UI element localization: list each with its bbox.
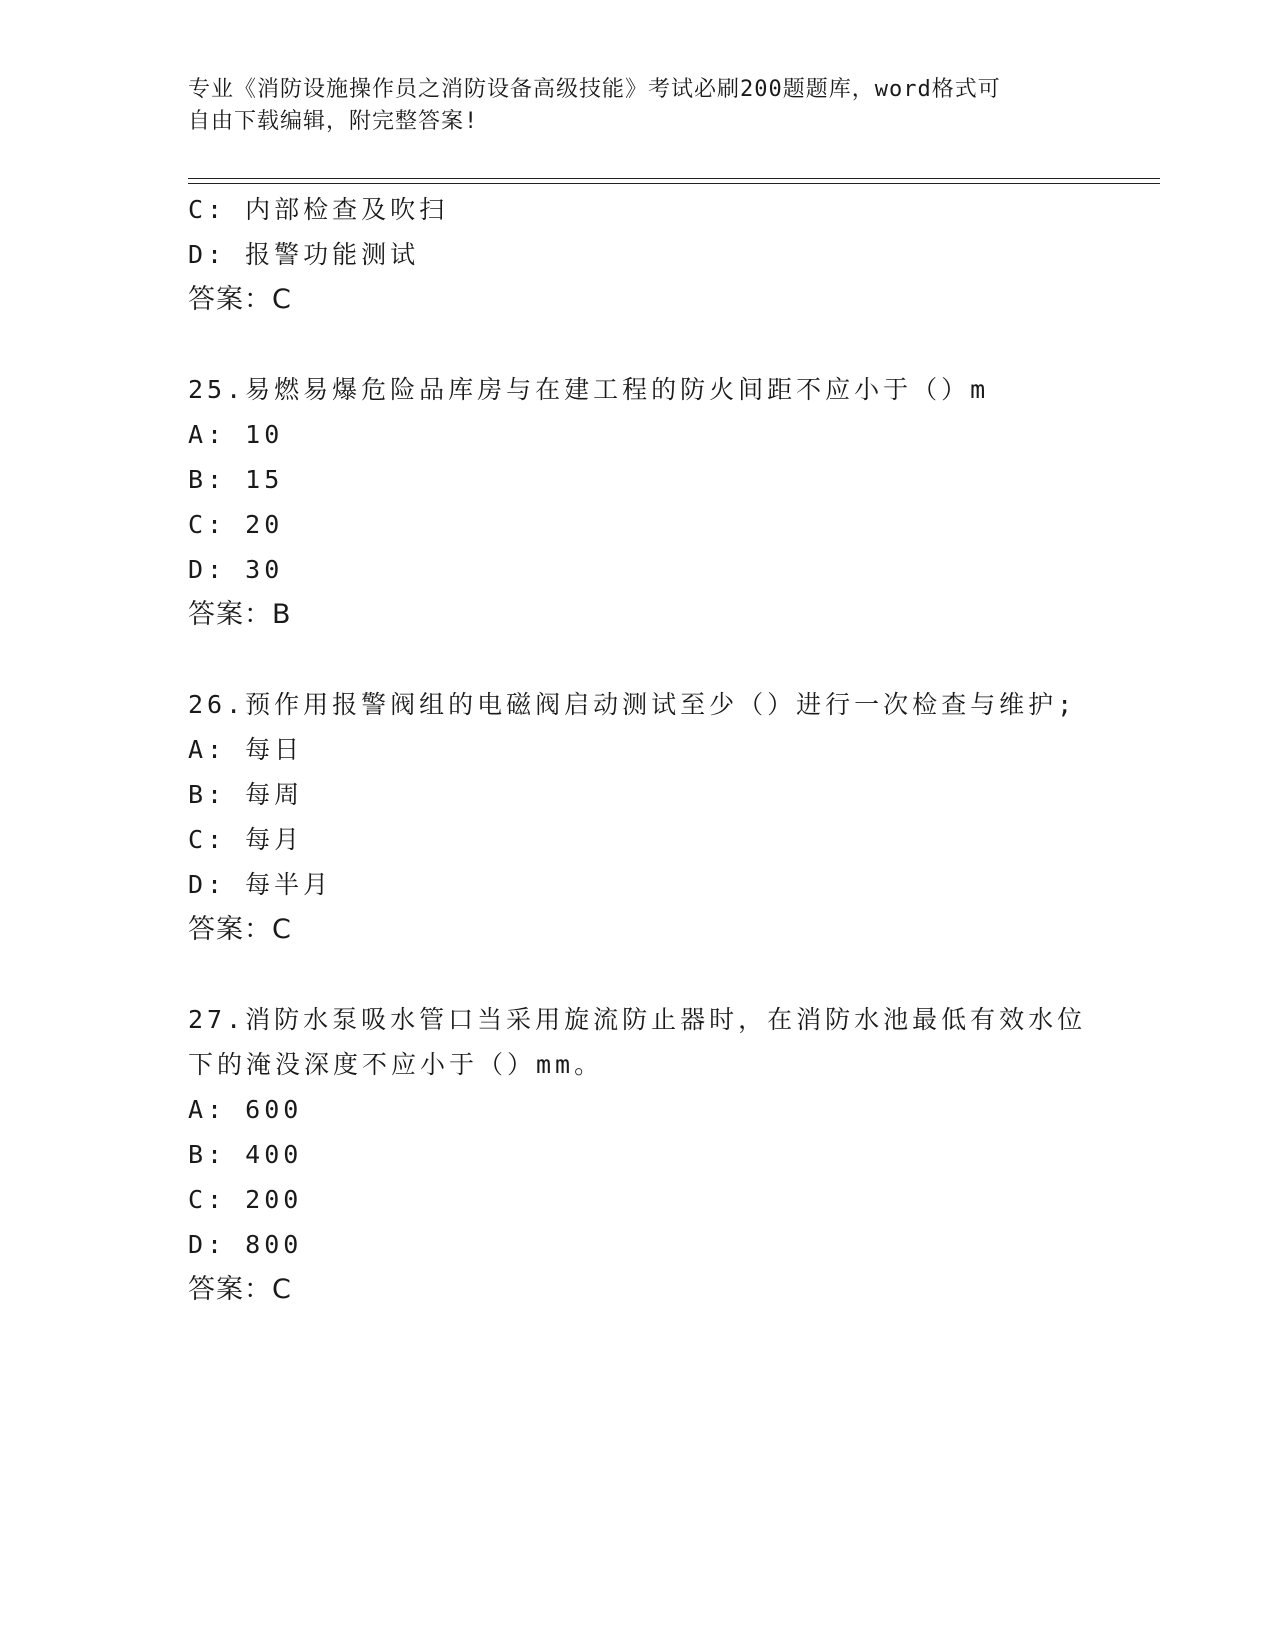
document-header xyxy=(188,74,1088,138)
prev-option-d: D: 报警功能测试 xyxy=(188,240,420,269)
q27-option-d: D: 800 xyxy=(188,1230,303,1259)
q25-option-b: B: 15 xyxy=(188,465,284,494)
q26-option-b: B: 每周 xyxy=(188,780,304,809)
q25-stem: 25.易燃易爆危险品库房与在建工程的防火间距不应小于（）m xyxy=(188,375,990,404)
prev-answer: 答案：C xyxy=(188,284,292,315)
q26-option-d: D: 每半月 xyxy=(188,870,333,899)
prev-option-c: C: 内部检查及吹扫 xyxy=(188,195,449,224)
q27-option-c: C: 200 xyxy=(188,1185,303,1214)
q27-option-a: A: 600 xyxy=(188,1095,303,1124)
q26-answer: 答案：C xyxy=(188,914,292,945)
q27-stem-line-1: 27.消防水泵吸水管口当采用旋流防止器时，在消防水池最低有效水位 xyxy=(188,1005,1087,1034)
q25-option-a: A: 10 xyxy=(188,420,284,449)
header-line-2: 自由下载编辑，附完整答案! xyxy=(188,109,479,134)
q26-option-c: C: 每月 xyxy=(188,825,304,854)
q26-option-a: A: 每日 xyxy=(188,735,304,764)
q25-option-d: D: 30 xyxy=(188,555,284,584)
header-divider-top xyxy=(188,178,1160,179)
q25-option-c: C: 20 xyxy=(188,510,284,539)
header-divider-bottom xyxy=(188,183,1160,184)
q27-answer: 答案：C xyxy=(188,1274,292,1305)
q27-stem-line-2: 下的淹没深度不应小于（）mm。 xyxy=(188,1050,604,1079)
q27-option-b: B: 400 xyxy=(188,1140,303,1169)
q26-stem: 26.预作用报警阀组的电磁阀启动测试至少（）进行一次检查与维护; xyxy=(188,690,1077,719)
q25-answer: 答案：B xyxy=(188,599,292,630)
header-line-1: 专业《消防设施操作员之消防设备高级技能》考试必刷200题题库，word格式可 xyxy=(188,77,1001,102)
